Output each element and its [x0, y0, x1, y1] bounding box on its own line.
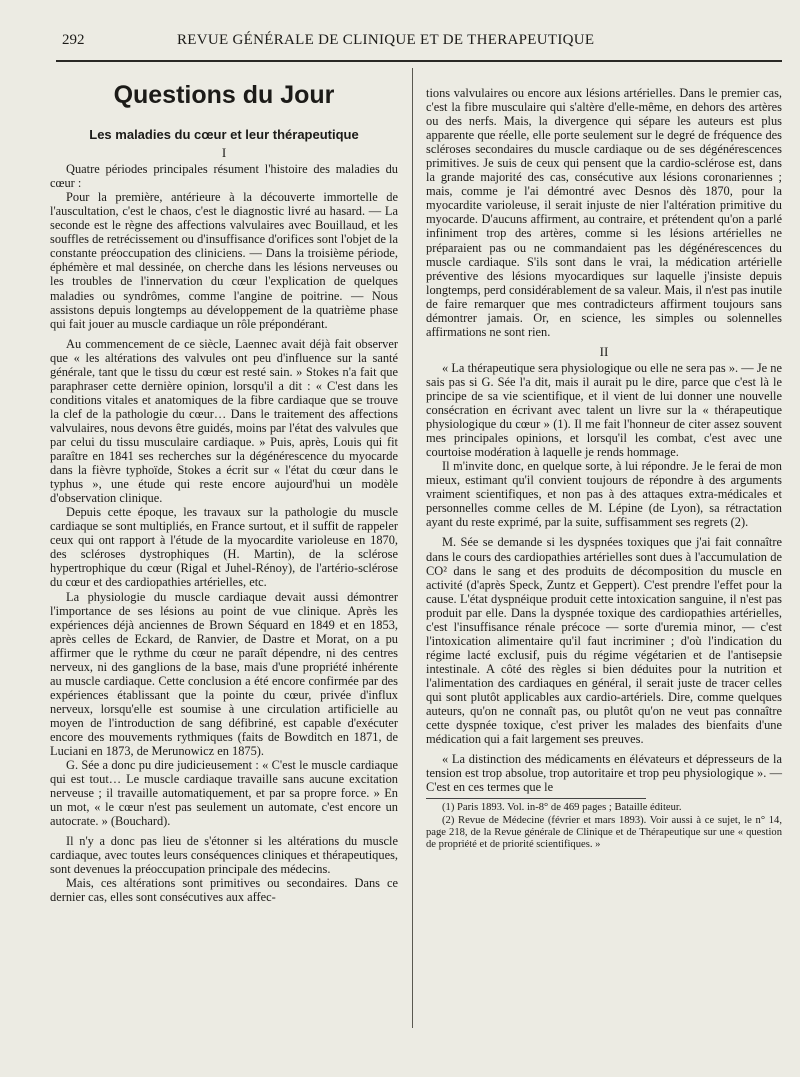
paragraph: tions valvulaires ou encore aux lésions artérielles. Dans le premier cas, c'est la fibre musculaire qui s'altère d'elle-même, en dehors des artères ou des nerfs. Mais, la divergence qui sépare les auteurs est plus apparente que réelle, elle porte seulement sur le degré de fréquence des scléroses secondaires du muscle cardiaque ou de ses dégénérescences primitives. Je suis de ceux qui pensent que la cardio-sclérose est, dans la grande majorité des cas, consécutive aux lésions coronariennes ; mais, comme je l'ai démontré avec Desnos dès 1870, pour la myocardite varioleuse, il serait injuste de nier l'altération primitive du myocarde. D'aucuns affirment, au contraire, et prétendent qu'on a parlé infiniment trop des artères, comme si les lésions artérielles ne préparaient pas ou ne commandaient pas les dégénérescences du muscle cardiaque. S'ils sont dans le vrai, la médication artérielle préventive des lésions myocardiques sur laquelle j'insiste depuis longtemps, perd considérablement de sa valeur. Mais, il n'est pas inutile de faire remarquer que mes contradicteurs affirment toujours sans démontrer jamais. Or, en science, les simples ou solennelles affirmations ne sont rien. [426, 86, 782, 339]
footnote-rule [426, 798, 646, 799]
header-rule [56, 60, 782, 62]
part-one-numeral: I [221, 145, 227, 161]
paragraph: Au commencement de ce siècle, Laennec avait déjà fait observer que « les altérations des valvules ont peu d'influence sur la santé générale, tant que le tissu du cœur est resté sain. » Stokes n'a fait que paraphraser cette dernière opinion, lorsqu'il a dit : « C'est dans les conditions vitales et anatomiques de la fibre cardiaque que se trouve la clef de la pathologie du cœur… Dans le traitement des affections valvulaires, nous devons être guidés, moins par l'état des valvules que par celui du tissu musculaire cardiaque. » Puis, après, Louis qui fit paraître en 1841 ses recherches sur la dégénérescence du myocarde dans la fièvre typhoïde, Stokes a écrit sur « l'état du cœur dans le typhus », une étude qui reste encore aujourd'hui un modèle d'observation clinique. [50, 336, 398, 506]
paragraph: « La distinction des médicaments en élévateurs et dépresseurs de la tension est trop absolue, trop autoritaire et trop peu physiologique ». — C'est en ces termes que le [426, 752, 782, 795]
column-divider [412, 68, 413, 1028]
left-column [50, 80, 398, 905]
paragraph: G. Sée a donc pu dire judicieusement : « C'est le muscle cardiaque qui est tout… Le muscle cardiaque travaille sans aucune excitation nerveuse ; il travaille automatiquement, et par sa propre force. » En un mot, « le cœur n'est pas seulement un automate, c'est encore un autocrate. » (Bouchard). [50, 758, 398, 829]
footnote: (2) Revue de Médecine (février et mars 1893). Voir aussi à ce sujet, le n° 14, page 218, de la Revue générale de Clinique et de Thérapeutique sur une « question de propriété et de priorité scientifiques. » [426, 814, 782, 850]
paragraph: M. Sée se demande si les dyspnées toxiques que j'ai fait connaître dans le cours des cardiopathies artérielles sont dues à l'accumulation de CO² dans le sang et des produits de décomposition du muscle en activité (d'après Speck, Zuntz et Geppert). C'est prendre l'effet pour la cause. L'état dyspnéique produit cette intoxication sanguine, il n'est pas produit par elle. Dans la dyspnée toxique des cardiopathies artérielles, c'est l'insuffisance rénale précoce — sorte d'uremia minor, — c'est l'intoxication alimentaire qu'il faut incriminer ; d'où l'indication du régime lacté exclusif, puis du régime végétarien et de l'antisepsie intestinale. A côté des règles si bien déduites pour la nutrition et l'alimentation des cardiaques en général, il serait juste de tracer celles qui sont plutôt applicables aux cardio-artériels. Dire, comme quelques auteurs, qu'on ne connaît pas, ou plutôt qu'on ne veut pas connaître cette dyspnée toxique, c'est priver les malades des bienfaits d'une médication qui a fait largement ses preuves. [426, 535, 782, 747]
footnote: (1) Paris 1893. Vol. in-8° de 469 pages ; Bataille éditeur. [442, 802, 682, 814]
running-title: REVUE GÉNÉRALE DE CLINIQUE ET DE THERAPEUTIQUE [177, 32, 595, 48]
section-title: Questions du Jour [113, 81, 335, 109]
paragraph: Pour la première, antérieure à la découverte immortelle de l'auscultation, c'est le chaos, c'est le diagnostic livré au hasard. — La seconde est le règne des affections valvulaires avec Bouillaud, et les souffles de retrécissement ou d'insuffisance d'orifices sont l'objet de la constante préoccupation des cliniciens. — Dans la troisième période, éphémère et mal dessinée, on cherche dans les lésions nerveuses ou les troubles de l'innervation du cœur l'explication de quelques maladies ou syndrômes, comme l'angine de poitrine. — Nous assistons depuis longtemps au développement de la quatrième phase qui fait jouer au muscle cardiaque un rôle prépondérant. [50, 190, 398, 331]
right-column [426, 86, 782, 851]
page-header [62, 32, 762, 54]
page-number: 292 [62, 32, 85, 48]
part-two-numeral: II [599, 343, 609, 359]
article-subtitle: Les maladies du cœur et leur thérapeutique [89, 127, 359, 142]
paragraph: Quatre périodes principales résument l'histoire des maladies du cœur : [50, 162, 398, 191]
paragraph: « La thérapeutique sera physiologique ou elle ne sera pas ». — Je ne sais pas si G. Sée l'a dit, mais il aurait pu le dire, parce que c'est là le principe de sa vie scientifique, et il vient de lui donner une nouvelle consécration en écrivant avec talent un livre sur la « thérapeutique physiologique du cœur » (1). Il me fait l'honneur de citer assez souvent mes principales opinions, et lorsqu'il les combat, c'est avec une courtoise modération à laquelle je rends hommage. [426, 360, 782, 460]
paragraph: Mais, ces altérations sont primitives ou secondaires. Dans ce dernier cas, elles sont consécutives aux affec- [50, 876, 398, 905]
paragraph: Depuis cette époque, les travaux sur la pathologie du muscle cardiaque se sont multipliés, en France surtout, et il suffit de rappeler ceux qui ont rapport à l'étude de la myocardite varioleuse en 1870, des scléroses dystrophiques (H. Martin), de la sclérose hypertrophique du cœur (Rigal et Juhel-Rénoy), de l'artério-sclérose du cœur et des cardiopathies artérielles, etc. [50, 505, 398, 590]
paragraph: La physiologie du muscle cardiaque devait aussi démontrer l'importance de ses lésions au point de vue clinique. Après les expériences déjà anciennes de Brown Séquard en 1849 et en 1853, après celles de Eckard, de Ranvier, de Dastre et Morat, on a pu affirmer que le rythme du cœur ne paraît dépendre, ni des centres nerveux, ni des ganglions de la base, mais d'une propriété inhérente au muscle cardiaque. Cette conclusion a été encore confirmée par des expériences établissant que la pointe du cœur, privée d'influx nerveux, lorsqu'elle est soumise à une circulation artificielle au moyen de l'introduction de sang défibriné, est capable d'exécuter encore des mouvements rythmiques (faits de Bowditch en 1871, de Luciani en 1873, de Merunowicz en 1875). [50, 589, 398, 759]
paragraph: Il n'y a donc pas lieu de s'étonner si les altérations du muscle cardiaque, avec toutes leurs conséquences cliniques et thérapeutiques, sont devenues la préoccupation principale des médecins. [50, 834, 398, 877]
paragraph: Il m'invite donc, en quelque sorte, à lui répondre. Je le ferai de mon mieux, estimant qu'il convient toujours de répondre à des arguments vraiment scientifiques, et non pas à des attaques extra-médicales et personnelles comme celles de M. Lépine (de Lyon), sa rétractation ayant du reste exprimé, par la suite, suffisamment ses regrets (2). [426, 459, 782, 530]
